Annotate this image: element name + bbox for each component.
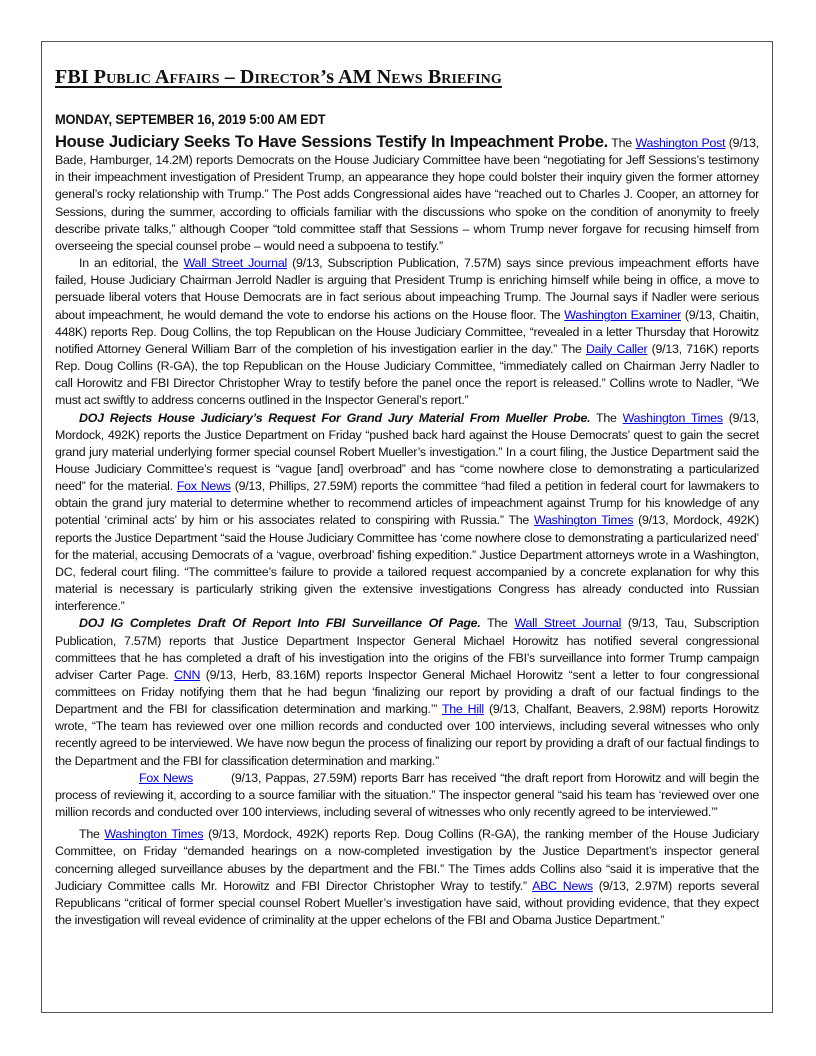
- article-paragraph: House Judiciary Seeks To Have Sessions Testify In Impeachment Probe. The Washington Post (9/13, Bade, Hamburger, 14.2M) reports Democrats on the House Judiciary Committee have been “negotiating for Jeff Sessions’s testimony in their impeachment investigation of President Trump, an appearance they hope could bolster their inquiry given the former attorney general’s rocky relationship with Trump.” The Post adds Congressional aides have “reached out to Charles J. Cooper, an attorney for Sessions, during the summer, according to officials familiar with the discussions who spoke on the condition of anonymity to freely describe private talks,” although Cooper “told committee staff that Sessions – whom Trump never forgave for recusing himself from overseeing the special counsel probe – would need a subpoena to testify.”: [55, 132, 759, 253]
- article-paragraph: DOJ Rejects House Judiciary’s Request For Grand Jury Material From Mueller Probe. The Washington Times (9/13, Mordock, 492K) reports the Justice Department on Friday “pushed back hard against the House Democrats’ quest to gain the secret grand jury material underlying former special counsel Robert Mueller’s investigation.” In a court filing, the Justice Department said the House Judiciary Committee’s request is “vague [and] overbroad” and has “come nowhere close to demonstrating a particularized need” for the material. Fox News (9/13, Phillips, 27.59M) reports the committee “had filed a petition in federal court for lawmakers to obtain the grand jury material to determine whether to recommend articles of impeachment against Trump for his knowledge of any potential ‘criminal acts’ by him or his associates related to conspiring with Russia.” The Washington Times (9/13, Mordock, 492K) reports the Justice Department “said the House Judiciary Committee has ‘come nowhere close to demonstrating a particularized need’ for the material, accusing Democrats of a ‘vague, overbroad’ fishing expedition.” Justice Department attorneys wrote in a Washington, DC, federal court filing. “The committee’s failure to provide a tailored request accompanied by a concrete explanation for why this material is necessary is particularly striking given the extensive investigations Congress has already conducted into Russian interference.”: [55, 410, 759, 614]
- article-paragraph: Fox News (9/13, Pappas, 27.59M) reports Barr has received “the draft report from Horowitz and will begin the process of reviewing it, according to a source familiar with the situation.” The inspector general “said his team has ‘reviewed over one million records and conducted over 100 interviews, including several of witnesses who only recently agreed to be interviewed.’”: [55, 770, 760, 820]
- article-paragraph: The Washington Times (9/13, Mordock, 492K) reports Rep. Doug Collins (R-GA), the ranking member of the House Judiciary Committee, on Friday “demanded hearings on a now-completed investigation by the Justice Department’s inspector general concerning alleged surveillance abuses by the department and the FBI.” The Times adds Collins also “said it is imperative that the Judiciary Committee calls Mr. Horowitz and FBI Director Christopher Wray to testify.” ABC News (9/13, 2.97M) reports several Republicans “critical of former special counsel Robert Mueller’s investigation have said, without providing evidence, that they expect the investigation will reveal evidence of criminality at the upper echelons of the FBI and Obama Justice Department.”: [55, 827, 760, 928]
- source-link-wall-street-journal[interactable]: Wall Street Journal: [183, 256, 287, 271]
- source-link-wall-street-journal[interactable]: Wall Street Journal: [514, 616, 622, 631]
- source-link-fox-news[interactable]: Fox News: [139, 770, 193, 785]
- source-link-the-hill[interactable]: The Hill: [441, 702, 484, 717]
- article-paragraph: DOJ IG Completes Draft Of Report Into FBI Surveillance Of Page. The Wall Street Journal (9/13, Tau, Subscription Publication, 7.57M) reports that Justice Department Inspector General Michael Horowitz has notified several congressional committees that he has completed a draft of his investigation into the origins of the FBI’s surveillance into former Trump campaign adviser Carter Page. CNN (9/13, Herb, 83.16M) reports Inspector General Michael Horowitz “sent a letter to four congressional committees on Friday notifying them that he had begun ‘finalizing our report by providing a draft of our factual findings to the Department and the FBI for classification determination and marking.’” The Hill (9/13, Chalfant, Beavers, 2.98M) reports Horowitz wrote, “The team has reviewed over one million records and conducted over 100 interviews, including several witnesses who only recently agreed to be interviewed. We have now begun the process of finalizing our report by providing a draft of our factual findings to the Department and the FBI for classification determination and marking.”: [55, 616, 760, 768]
- article-headline: DOJ Rejects House Judiciary’s Request For Grand Jury Material From Mueller Probe.: [79, 410, 591, 425]
- source-link-daily-caller[interactable]: Daily Caller: [585, 341, 648, 356]
- article-paragraph: In an editorial, the Wall Street Journal (9/13, Subscription Publication, 7.57M) says since previous impeachment efforts have failed, House Judiciary Chairman Jerrold Nadler is arguing that President Trump is enriching himself while being in office, a move to persuade liberal voters that House Democrats are in fact serious about impeaching Trump. The Journal says if Nadler were serious about impeachment, he would demand the vote to endorse his actions on the House floor. The Washington Examiner (9/13, Chaitin, 448K) reports Rep. Doug Collins, the top Republican on the House Judiciary Committee, “revealed in a letter Thursday that Horowitz notified Attorney General William Barr of the completion of his investigation earlier in the day.” The Daily Caller (9/13, 716K) reports Rep. Doug Collins (R-GA), the top Republican on the House Judiciary Committee, “immediately called on Chairman Jerry Nadler to call Horowitz and FBI Director Christopher Wray to testify before the panel once the report is released.” Collins wrote to Nadler, “We must act swiftly to address concerns outlined in the Inspector General’s report.”: [55, 256, 759, 408]
- briefing-document: [55, 60, 759, 929]
- source-link-cnn[interactable]: CNN: [174, 667, 201, 682]
- article-headline: House Judiciary Seeks To Have Sessions Testify In Impeachment Probe.: [55, 132, 608, 151]
- dateline: MONDAY, SEPTEMBER 16, 2019 5:00 AM EDT: [55, 111, 326, 127]
- source-link-fox-news[interactable]: Fox News: [176, 479, 231, 494]
- source-link-washington-post[interactable]: Washington Post: [635, 136, 726, 150]
- article-headline: DOJ IG Completes Draft Of Report Into FBI Surveillance Of Page.: [79, 616, 481, 631]
- document-title: FBI Public Affairs – Director’s AM News Briefing: [55, 66, 502, 88]
- source-link-washington-times[interactable]: Washington Times: [534, 513, 634, 528]
- source-link-washington-examiner[interactable]: Washington Examiner: [564, 307, 681, 322]
- source-link-abc-news[interactable]: ABC News: [532, 878, 593, 893]
- article-body: [55, 133, 759, 929]
- source-link-washington-times[interactable]: Washington Times: [104, 827, 204, 842]
- source-link-washington-times[interactable]: Washington Times: [622, 410, 723, 425]
